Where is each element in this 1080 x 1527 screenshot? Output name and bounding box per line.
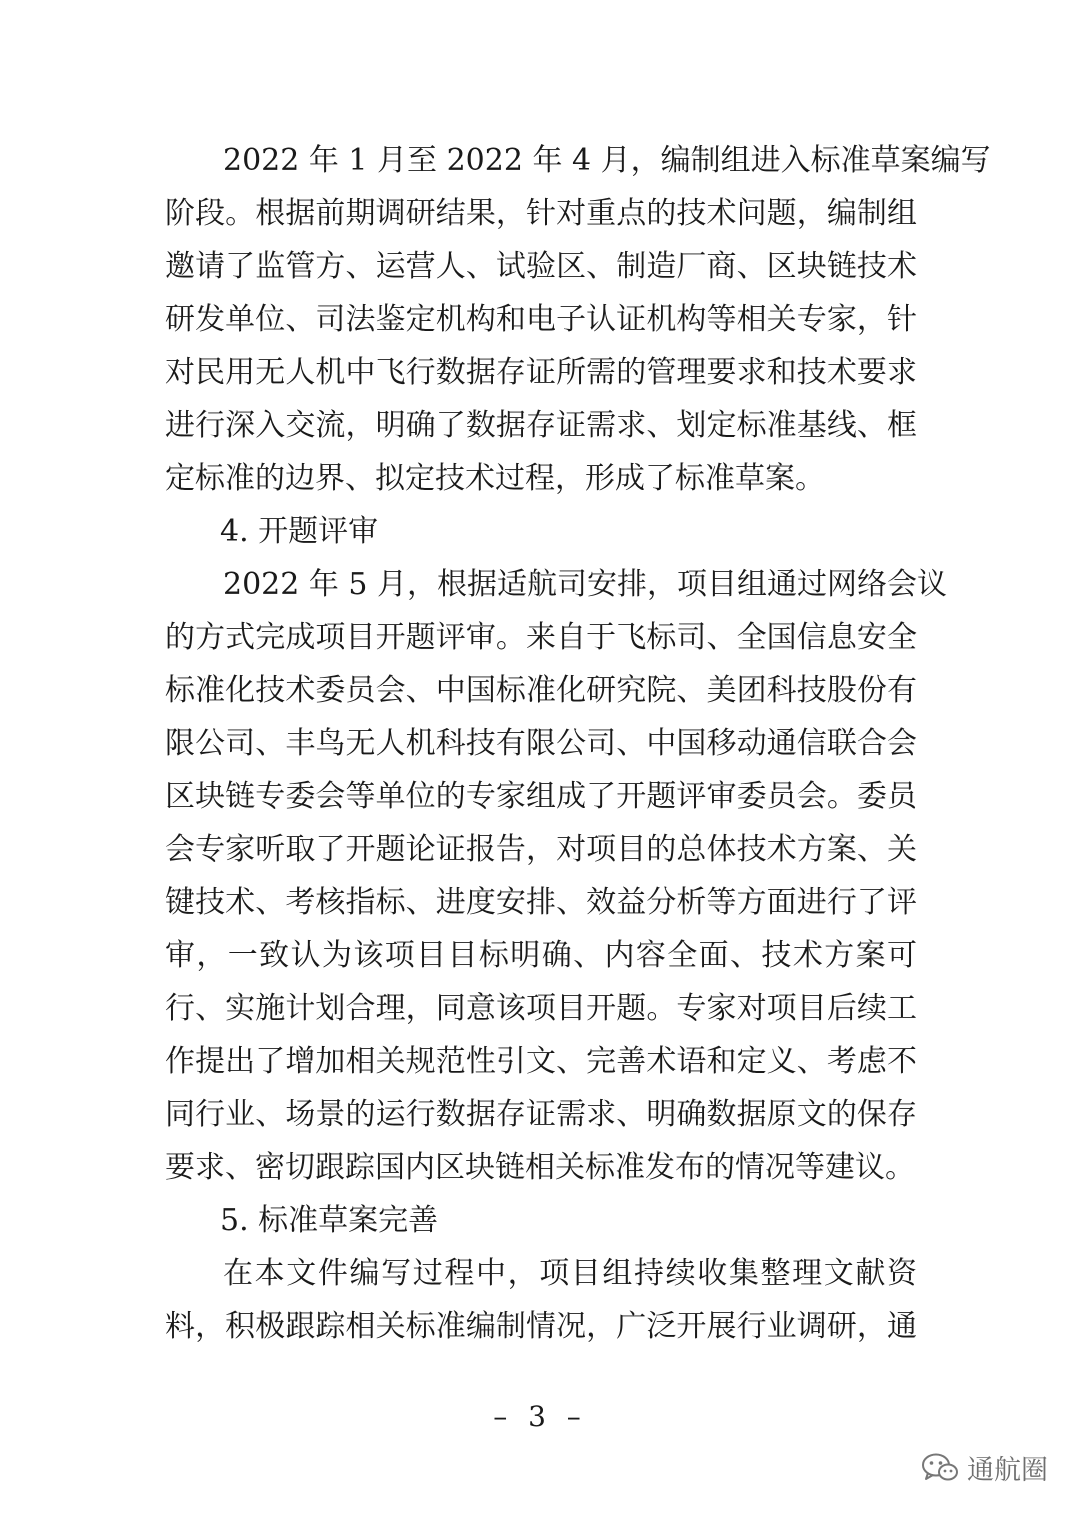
paragraph-line: 键技术、考核指标、进度安排、效益分析等方面进行了评 xyxy=(165,885,917,920)
paragraph-line: 2022 年 5 月，根据适航司安排，项目组通过网络会议 xyxy=(223,567,948,602)
section-heading: 4. 开题评审 xyxy=(220,514,379,549)
paragraph-line: 要求、密切跟踪国内区块链相关标准发布的情况等建议。 xyxy=(165,1150,915,1185)
watermark-label: 通航圈 xyxy=(967,1455,1048,1486)
paragraph-line: 在本文件编写过程中，项目组持续收集整理文献资 xyxy=(223,1256,917,1291)
paragraph-line: 2022 年 1 月至 2022 年 4 月，编制组进入标准草案编写 xyxy=(223,143,991,178)
paragraph-line: 定标准的边界、拟定技术过程，形成了标准草案。 xyxy=(165,461,825,496)
paragraph-line: 阶段。根据前期调研结果，针对重点的技术问题，编制组 xyxy=(165,196,917,231)
paragraph-line: 邀请了监管方、运营人、试验区、制造厂商、区块链技术 xyxy=(165,249,917,284)
paragraph-line: 限公司、丰鸟无人机科技有限公司、中国移动通信联合会 xyxy=(165,726,917,761)
paragraph-line: 区块链专委会等单位的专家组成了开题评审委员会。委员 xyxy=(165,779,917,814)
wechat-icon xyxy=(921,1452,959,1484)
paragraph-line: 会专家听取了开题论证报告，对项目的总体技术方案、关 xyxy=(165,832,917,867)
section-heading: 5. 标准草案完善 xyxy=(220,1203,439,1238)
document-body xyxy=(165,134,991,1353)
paragraph-line: 的方式完成项目开题评审。来自于飞标司、全国信息安全 xyxy=(165,620,917,655)
paragraph-line: 作提出了增加相关规范性引文、完善术语和定义、考虑不 xyxy=(165,1044,917,1079)
paragraph-line: 研发单位、司法鉴定机构和电子认证机构等相关专家，针 xyxy=(165,302,917,337)
paragraph-line: 行、实施计划合理，同意该项目开题。专家对项目后续工 xyxy=(165,991,917,1026)
paragraph-line: 进行深入交流，明确了数据存证需求、划定标准基线、框 xyxy=(165,408,917,443)
watermark xyxy=(921,1448,1048,1487)
paragraph-line: 对民用无人机中飞行数据存证所需的管理要求和技术要求 xyxy=(165,355,917,390)
paragraph-line: 审，一致认为该项目目标明确、内容全面、技术方案可 xyxy=(165,938,917,973)
paragraph-line: 料，积极跟踪相关标准编制情况，广泛开展行业调研，通 xyxy=(165,1309,917,1344)
paragraph-line: 标准化技术委员会、中国标准化研究院、美团科技股份有 xyxy=(165,673,917,708)
page-number: – 3 – xyxy=(493,1400,587,1433)
paragraph-line: 同行业、场景的运行数据存证需求、明确数据原文的保存 xyxy=(165,1097,917,1132)
